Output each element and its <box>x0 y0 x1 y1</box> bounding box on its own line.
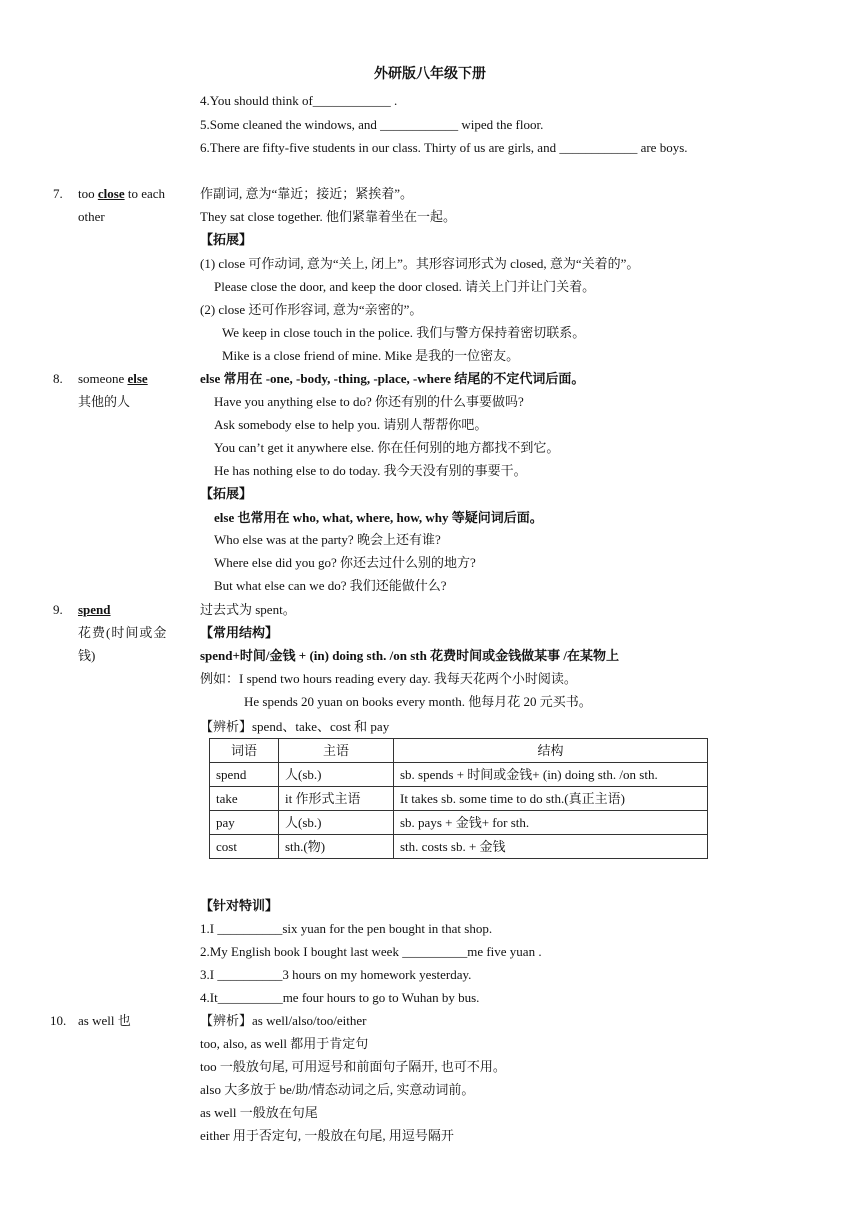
section-label: 【辨析】spend、take、cost 和 pay <box>200 719 390 734</box>
table-cell: spend <box>210 763 279 787</box>
table-cell: sth. costs sb. + 金钱 <box>394 835 708 859</box>
example-line: 例如：I spend two hours reading every day. 我每天花两个小时阅读。 <box>200 671 577 686</box>
example-line: Please close the door, and keep the door closed. 请关上门并让门关着。 <box>214 279 596 294</box>
example-line: We keep in close touch in the police. 我们与警方保持着密切联系。 <box>222 325 586 340</box>
section-label: 【常用结构】 <box>200 625 279 640</box>
item-phrase <box>78 371 148 387</box>
explanation-line: 作副词, 意为“靠近；接近；紧挨着”。 <box>200 186 414 201</box>
table-row <box>210 787 708 811</box>
key-word: spend <box>78 602 111 617</box>
example-line: Where else did you go? 你还去过什么别的地方? <box>214 555 476 570</box>
explanation-line: too, also, as well 都用于肯定句 <box>200 1036 369 1051</box>
table-row <box>210 811 708 835</box>
table-header-cell: 结构 <box>394 739 708 763</box>
example-line: They sat close together. 他们紧靠着坐在一起。 <box>200 209 456 224</box>
key-word: close <box>97 186 125 201</box>
item-number: 8. <box>53 371 63 386</box>
table-cell: 人(sb.) <box>279 811 394 835</box>
exercise-line: 6.There are fifty-five students in our class. Thirty of us are girls, and ____________ are boys. <box>200 140 688 155</box>
explanation-line: (2) close 还可作形容词, 意为“亲密的”。 <box>200 302 423 317</box>
table-row <box>210 763 708 787</box>
example-line: He spends 20 yuan on books every month. 他每月花 20 元买书。 <box>244 694 592 709</box>
key-word: else <box>127 371 148 386</box>
explanation-line: also 大多放于 be/助/情态动词之后, 实意动词前。 <box>200 1082 475 1097</box>
item-number: 7. <box>53 186 63 201</box>
example-line: Mike is a close friend of mine. Mike 是我的一位密友。 <box>222 348 520 363</box>
section-label: 【拓展】 <box>200 486 253 501</box>
exercise-line: 4.It__________me four hours to go to Wuhan by bus. <box>200 990 480 1005</box>
exercise-line: 4.You should think of____________ . <box>200 93 398 108</box>
item-phrase <box>78 186 165 202</box>
exercise-line: 2.My English book I bought last week __________me five yuan . <box>200 944 542 959</box>
section-label: 【辨析】as well/also/too/either <box>200 1013 367 1028</box>
explanation-line: 过去式为 spent。 <box>200 602 296 617</box>
exercise-line: 5.Some cleaned the windows, and ____________ wiped the floor. <box>200 117 544 132</box>
table-cell: cost <box>210 835 279 859</box>
item-number: 9. <box>53 602 63 617</box>
structure-line: spend+时间/金钱 + (in) doing sth. /on sth 花费时间或金钱做某事 /在某物上 <box>200 648 619 663</box>
table-cell: sb. spends + 时间或金钱+ (in) doing sth. /on sth. <box>394 763 708 787</box>
example-line: But what else can we do? 我们还能做什么? <box>214 578 447 593</box>
table-cell: 人(sb.) <box>279 763 394 787</box>
item-phrase: as well 也 <box>78 1013 131 1028</box>
example-line: You can’t get it anywhere else. 你在任何别的地方都找不到它。 <box>214 440 560 455</box>
table-row <box>210 835 708 859</box>
comparison-table <box>209 738 708 859</box>
table-cell: it 作形式主语 <box>279 787 394 811</box>
explanation-line: (1) close 可作动词, 意为“关上, 闭上”。其形容词形式为 closed, 意为“关着的”。 <box>200 256 640 271</box>
phrase-text: to each <box>124 186 166 201</box>
explanation-line: too 一般放句尾, 可用逗号和前面句子隔开, 也可不用。 <box>200 1059 506 1074</box>
table-header-cell: 词语 <box>210 739 279 763</box>
table-header-cell: 主语 <box>279 739 394 763</box>
table-header-row <box>210 739 708 763</box>
table-cell: take <box>210 787 279 811</box>
exercise-line: 3.I __________3 hours on my homework yesterday. <box>200 967 472 982</box>
section-label: 【针对特训】 <box>200 898 279 913</box>
example-line: Ask somebody else to help you. 请别人帮帮你吧。 <box>214 417 488 432</box>
section-label: 【拓展】 <box>200 232 253 247</box>
explanation-line: else 也常用在 who, what, where, how, why 等疑问词后面。 <box>214 510 543 525</box>
item-meaning: 花费(时间或金 <box>78 625 168 640</box>
explanation-line: else 常用在 -one, -body, -thing, -place, -where 结尾的不定代词后面。 <box>200 371 585 386</box>
explanation-line: either 用于否定句, 一般放在句尾, 用逗号隔开 <box>200 1128 454 1143</box>
table-cell: pay <box>210 811 279 835</box>
explanation-line: as well 一般放在句尾 <box>200 1105 318 1120</box>
table-cell: sb. pays + 金钱+ for sth. <box>394 811 708 835</box>
exercise-line: 1.I __________six yuan for the pen bought in that shop. <box>200 921 493 936</box>
example-line: Have you anything else to do? 你还有别的什么事要做吗? <box>214 394 524 409</box>
phrase-text: too <box>78 186 98 201</box>
item-number: 10. <box>50 1013 67 1028</box>
item-meaning: 其他的人 <box>78 394 131 409</box>
example-line: He has nothing else to do today. 我今天没有别的事要干。 <box>214 463 527 478</box>
item-phrase-cont: other <box>78 209 105 224</box>
phrase-text: someone <box>78 371 128 386</box>
example-line: Who else was at the party? 晚会上还有谁? <box>214 532 441 547</box>
item-meaning: 钱) <box>78 648 96 663</box>
page-title: 外研版八年级下册 <box>374 67 486 82</box>
table-cell: It takes sb. some time to do sth.(真正主语) <box>394 787 708 811</box>
table-cell: sth.(物) <box>279 835 394 859</box>
